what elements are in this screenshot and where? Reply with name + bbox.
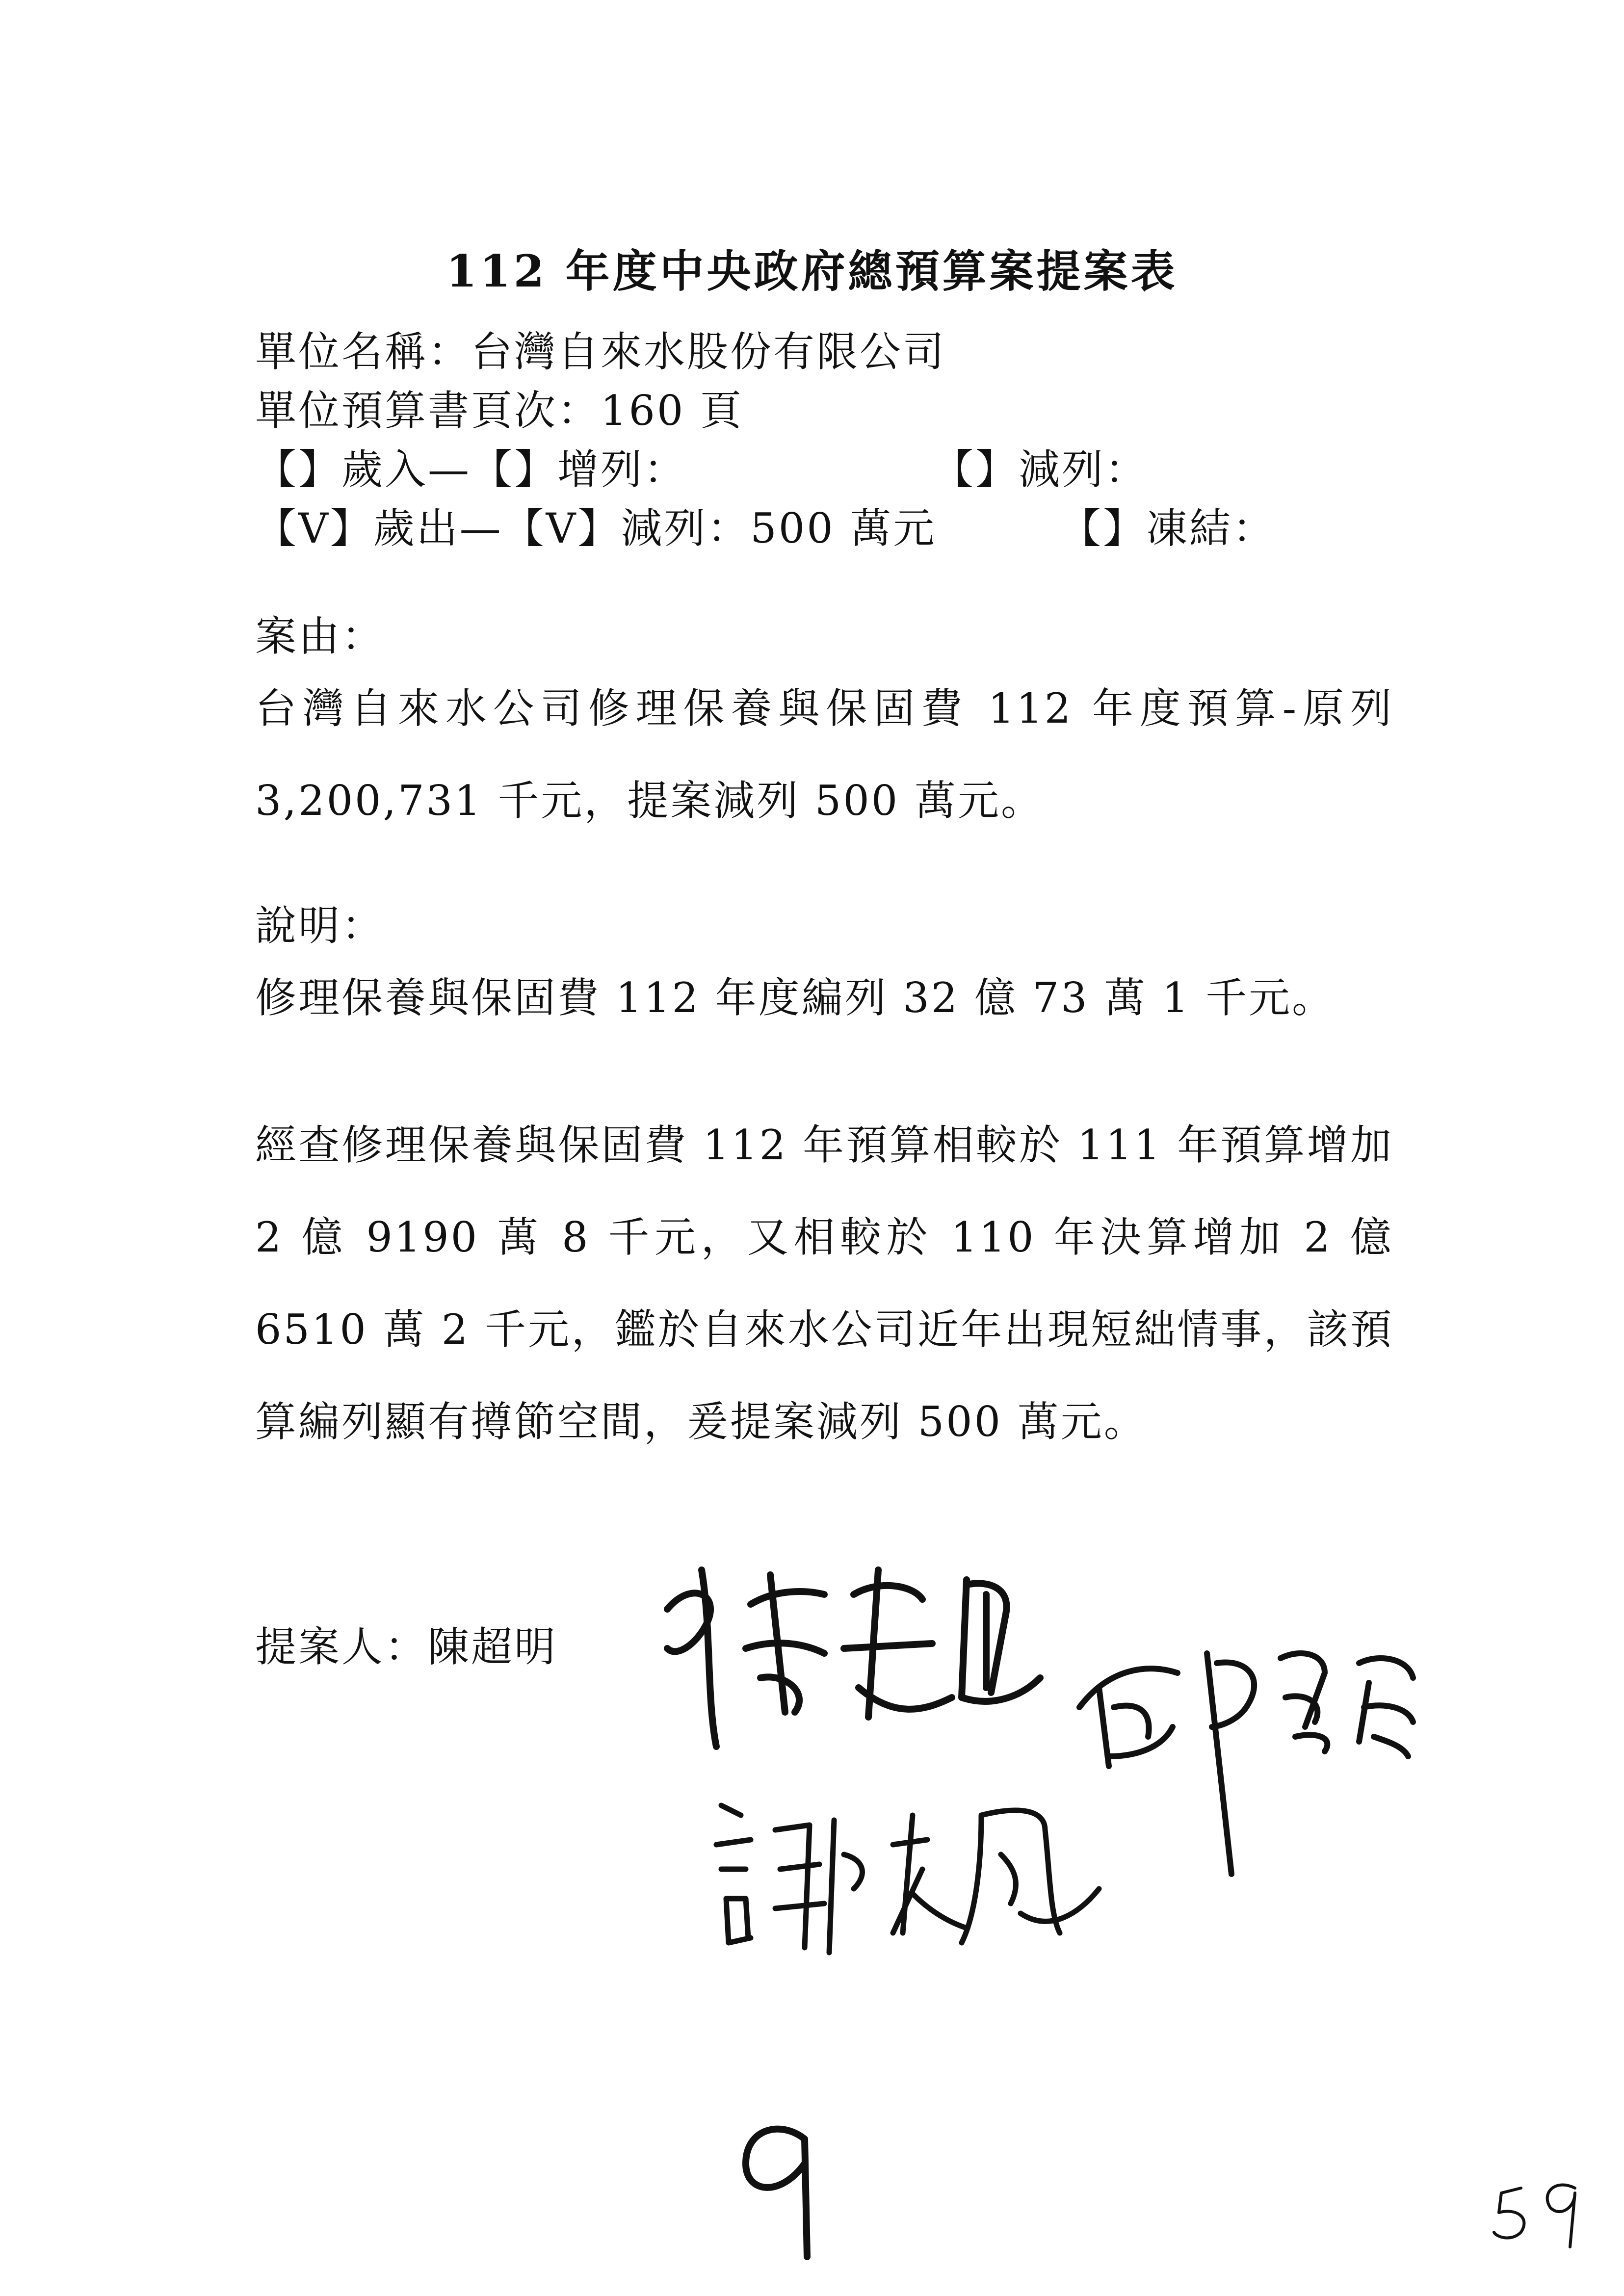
revenue-line: 【】歲入—【】增列： [255, 445, 687, 494]
page-number [726, 2110, 844, 2267]
unit-name: 單位名稱：台灣自來水股份有限公司 [255, 328, 946, 376]
cause-text: 台灣自來水公司修理保養與保固費 112 年度預算-原列 3,200,731 千元，提案減列 500 萬元。 [255, 684, 1393, 825]
unit-budget-page: 單位預算書頁次：160 頁 [255, 387, 744, 435]
expense-line: 【V】歲出—【V】減列：500 萬元 [255, 504, 937, 552]
explain-label: 說明： [255, 902, 385, 950]
explain-paragraph-2: 經查修理保養與保固費 112 年預算相較於 111 年預算增加 2 億 9190 萬 8 千元，又相較於 110 年決算增加 2 億 6510 萬 2 千元，鑑於自來水公司近年出現短絀情事，該預算編列顯有撙節空間，爰提案減列 500 萬元。 [255, 1121, 1393, 1446]
cause-label: 案由： [255, 612, 385, 660]
corner-number [1487, 2173, 1599, 2252]
proposer-line: 提案人：陳超明 [255, 1623, 558, 1671]
revenue-reduce: 【】減列： [932, 445, 1149, 494]
explain-paragraph-1: 修理保養與保固費 112 年度編列 32 億 73 萬 1 千元。 [255, 974, 1336, 1022]
signature-qiu-yi-ying [1070, 1609, 1423, 1884]
expense-freeze: 【】凍結： [1060, 504, 1276, 552]
signature-chen-chao-ming [648, 1550, 1089, 1756]
signature-xie-yi-feng [707, 1786, 1109, 1972]
page-title: 112 年度中央政府總預算案提案表 [446, 245, 1178, 297]
